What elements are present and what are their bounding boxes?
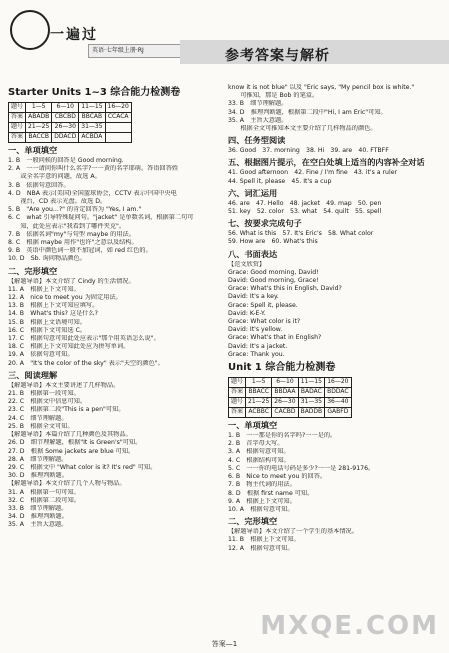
answer-line: 17. C 根据句意可知此处应表示"那个用英语怎么说"。 xyxy=(8,335,160,343)
answer-line: 10. A 根据句意可知。 xyxy=(228,505,294,513)
table-cell: 题号 xyxy=(9,123,26,133)
table-cell: BBCAB xyxy=(79,113,105,123)
table-cell xyxy=(105,123,131,133)
answer-line: 【解题导语】本篇介绍了几种颜色及其物品。 xyxy=(8,431,132,439)
answer-line: Grace: What's that in English? xyxy=(228,334,322,342)
table-row xyxy=(229,388,352,398)
answer-line: Grace: Thank you. xyxy=(228,350,285,358)
table-cell: 31—35 xyxy=(79,123,105,133)
answer-line: David: It's a key. xyxy=(228,293,279,301)
answer-line: David: It's yellow. xyxy=(228,326,283,334)
section-heading: 六、词汇运用 xyxy=(228,187,278,198)
answer-line: 32. C 根据第二段可知。 xyxy=(8,496,80,504)
table-cell: 26—30 xyxy=(52,123,79,133)
answer-line: 59. How are 60. What's this xyxy=(228,238,318,246)
section-heading: 三、阅读理解 xyxy=(8,369,58,380)
answer-line: 12. A nice to meet you 为固定用法。 xyxy=(8,294,122,302)
answer-line: 41. Good afternoon 42. Fine / I'm fine 43. it's a ruler xyxy=(228,169,398,177)
answer-line: 22. C 根据文中信息可知。 xyxy=(8,398,87,406)
table-cell: ABADB xyxy=(26,113,52,123)
section-heading: 七、按要求完成句子 xyxy=(228,218,302,229)
answer-line: 9. A 根据上下文可知。 xyxy=(228,497,296,505)
answer-line: 36. Good 37. morning 38. Hi 39. are 40. FTBFF xyxy=(228,147,389,155)
answer-line: 【解题导语】本文介绍了几个人物与物品。 xyxy=(8,480,126,488)
table-row xyxy=(9,103,132,113)
table-row xyxy=(229,398,352,408)
answer-line: 28. A 细节理解题。 xyxy=(8,455,68,463)
answer-line: 4. C 根据结构可知。 xyxy=(228,456,290,464)
answer-line: 12. A 根据句意可知。 xyxy=(228,544,294,552)
answer-line: 20. A "It's the color of the sky" 表示"天空的颜色"。 xyxy=(8,359,164,367)
answer-line: 29. C 根据文中 "What color is it? It's red" 可知。 xyxy=(8,463,157,471)
table-cell: 36—40 xyxy=(325,398,351,408)
table-cell: 21—25 xyxy=(246,398,272,408)
answer-line: 46. are 47. Hello 48. jacket 49. map 50. pen xyxy=(228,199,382,207)
answer-line: Grace: Spell it, please. xyxy=(228,301,298,309)
answer-line: 【解题导语】本文介绍了一个学生的基本情况。 xyxy=(228,528,358,536)
answer-line: 26. D 细节理解题，根据"It is Green's"可知。 xyxy=(8,439,142,447)
table-cell: DDACD xyxy=(52,133,79,143)
answer-line: 10. D Sb. 询问物品颜色。 xyxy=(8,255,86,263)
left-answer-table xyxy=(8,102,132,143)
answer-line: 7. B 物主代词的用法。 xyxy=(228,481,296,489)
answer-line: 6. C what 引导特殊疑问句。"jacket" 是单数名词，根据第二句可 xyxy=(8,214,194,222)
answer-line: 5. C 一一你的电话号码是多少?一一是 281-9176。 xyxy=(228,464,375,472)
answer-line: 30. D 推理判断题。 xyxy=(8,472,68,480)
section-heading: 八、书面表达 xyxy=(228,248,278,259)
answer-line: 56. What is this 57. It's Eric's 58. What color xyxy=(228,230,374,238)
answer-line: know it is not blue" 以及 "Eric says, "My pencil box is white." xyxy=(228,84,415,91)
answer-line: Grace: What's this in English, David? xyxy=(228,285,342,293)
answer-line: 8. D 根据 first name 可知。 xyxy=(228,489,314,497)
answer-line: 11. B 根据上下文可知。 xyxy=(228,536,300,544)
table-cell: BADAC xyxy=(298,388,325,398)
watermark: MXQE.COM xyxy=(260,611,439,641)
answer-line: 35. A 主旨大意题。 xyxy=(8,521,68,529)
answer-line: 4. D NBA 表示(美国)全国篮球协会，CCTV 表示中国中央电 xyxy=(8,189,177,197)
section-heading: 一、单项填空 xyxy=(8,145,58,155)
table-cell: 6—10 xyxy=(52,103,79,113)
table-row xyxy=(229,408,352,418)
right-column xyxy=(228,84,442,635)
answer-line: 25. B 根据全文可知。 xyxy=(8,422,74,430)
balloon-logo-icon xyxy=(10,10,50,50)
answer-line: 44. Spell it, please 45. It's a cup xyxy=(228,177,332,185)
table-cell: 1—5 xyxy=(246,378,272,388)
brand-name: 一遍过 xyxy=(50,27,98,43)
table-cell: 21—25 xyxy=(26,123,52,133)
answer-line: 5. B "Are you...?" 的肯定回答为 "Yes, I am." xyxy=(8,206,142,214)
answer-line: David: K-E-Y. xyxy=(228,309,266,317)
table-cell: 1—5 xyxy=(26,103,52,113)
table-cell: 答案 xyxy=(229,388,246,398)
answer-line: 6. B Nice to meet you 的回答。 xyxy=(228,473,327,481)
answer-line: 51. key 52. color 53. what 54. quilt 55. spell xyxy=(228,208,382,216)
left-unit-title: Starter Units 1~3 综合能力检测卷 xyxy=(8,87,181,98)
answer-line: David: Good morning, Grace! xyxy=(228,277,319,285)
page-title: 参考答案与解析 xyxy=(225,48,330,64)
right-answer-table xyxy=(228,377,352,418)
table-cell: 题号 xyxy=(9,103,26,113)
section-heading: 一、单项填空 xyxy=(228,420,278,431)
answer-line: 7. B 依据名词"my"与句型 maybe 的用法。 xyxy=(8,230,135,238)
table-row xyxy=(229,378,352,388)
answer-line: 35. A 主旨大意题。 xyxy=(228,116,288,124)
answer-line: 16. C 根据下文可知选 C。 xyxy=(8,326,87,334)
right-unit-title: Unit 1 综合能力检测卷 xyxy=(228,362,336,374)
table-cell: CBCBD xyxy=(52,113,79,123)
table-cell: BBACC xyxy=(246,388,272,398)
section-heading: 五、根据图片提示，在空白处填上适当的内容补全对话 xyxy=(228,157,425,168)
table-cell: 答案 xyxy=(229,408,246,418)
table-cell: 16—20 xyxy=(325,378,351,388)
table-cell: 题号 xyxy=(229,378,246,388)
answer-line: 31. A 根据第一句可知。 xyxy=(8,488,80,496)
answer-line: 【解题导语】本文介绍了 Cindy 的生活情况。 xyxy=(8,277,135,285)
table-cell: 26—30 xyxy=(272,398,298,408)
answer-line: 34. D 推理判断题。 xyxy=(8,513,68,521)
answer-line: 2. B 首字母大写。 xyxy=(228,440,284,448)
answer-line: David: It's a jacket. xyxy=(228,342,288,350)
answer-line: 13. B 根据上下文可知应填写。 xyxy=(8,302,99,310)
table-row xyxy=(9,123,132,133)
table-cell: ACBDA xyxy=(79,133,105,143)
table-cell: BACCB xyxy=(26,133,52,143)
answer-line: 21. B 根据第一段可知。 xyxy=(8,390,80,398)
answer-line: 8. C 根据 maybe 用作"也许"之意以及结构。 xyxy=(8,239,138,247)
answer-line: 【范文欣赏】 xyxy=(228,260,266,268)
answer-line: 3. A 根据句意可知。 xyxy=(228,448,290,456)
right-unit-sections xyxy=(228,420,442,553)
section-heading: 四、任务型阅读 xyxy=(228,135,286,146)
answer-line: Grace: Good morning, David! xyxy=(228,268,319,276)
table-cell: BADDB xyxy=(298,408,325,418)
answer-line: 视台，CD 表示光盘。故选 D。 xyxy=(8,198,107,206)
table-cell: CACBD xyxy=(272,408,298,418)
table-cell: BDDAC xyxy=(325,388,351,398)
answer-line: 19. A 依据句意可知。 xyxy=(8,351,74,359)
page-number: 答案—1 xyxy=(211,640,238,648)
answer-line: 23. C 根据第二段"This is a pen"可知。 xyxy=(8,406,125,414)
table-cell: 31—35 xyxy=(298,398,325,408)
table-cell: 16—20 xyxy=(105,103,131,113)
table-row xyxy=(9,113,132,123)
table-cell xyxy=(105,133,131,143)
answer-line: Grace: What color is it? xyxy=(228,318,301,326)
left-column xyxy=(8,84,223,635)
answer-line: 1. B 一一那是你的名字吗?一一是的。 xyxy=(228,432,337,440)
answer-line: 可推知，那是 Bob 的笔盒。 xyxy=(228,92,319,100)
section-heading: 二、完形填空 xyxy=(228,516,278,527)
table-cell: BBDAA xyxy=(272,388,298,398)
page-header xyxy=(0,0,449,80)
answer-line: 9. B 英语中颜色词一般不加冠词，如 red 红色的。 xyxy=(8,247,152,255)
table-cell: 题号 xyxy=(229,398,246,408)
table-cell: 答案 xyxy=(9,133,26,143)
table-cell: GABFD xyxy=(325,408,351,418)
answer-line: 18. C 根据上下文可知此处应为拼写单词。 xyxy=(8,343,130,351)
answer-line: 33. B 细节理解题。 xyxy=(228,100,288,108)
subbrand-label: 英语·七年级上册·RJ xyxy=(88,44,183,58)
answer-line: 3. B 依据句意回答。 xyxy=(8,181,70,189)
table-row xyxy=(9,133,132,143)
section-heading: 二、完形填空 xyxy=(8,265,58,276)
answer-line: 34. D 推理判断题，根据第二段中"Hi, I am Eric"可知。 xyxy=(228,108,387,116)
table-cell: 答案 xyxy=(9,113,26,123)
answer-line: 【解题导语】本文主要讲述了几样物品。 xyxy=(8,381,120,389)
answer-line: 11. A 根据上下文可知。 xyxy=(8,285,80,293)
right-intro xyxy=(228,84,442,133)
table-cell: 11—15 xyxy=(298,378,325,388)
answer-line: 27. D 根据 Some jackets are blue 可知。 xyxy=(8,447,135,455)
answer-line: 1. B 一般问候的回答是 Good morning. xyxy=(8,157,124,164)
answer-line: 或全名字意的问题，故选 A。 xyxy=(8,173,101,181)
answer-line: 2. A 一一请问你叫什么名字?一一黄的名字耶萌。答语回答姓 xyxy=(8,165,179,173)
answer-line: 14. B What's this? 这是什么? xyxy=(8,310,98,318)
table-cell: 11—15 xyxy=(79,103,105,113)
right-sections xyxy=(228,135,442,359)
left-sections xyxy=(8,145,223,530)
answer-line: 24. C 细节理解题。 xyxy=(8,414,68,422)
table-cell: 6—10 xyxy=(272,378,298,388)
answer-line: 知，此处应表示"我看到了哪件夹克"。 xyxy=(8,222,126,230)
table-cell: CCACA xyxy=(105,113,131,123)
table-cell: ACBBC xyxy=(246,408,272,418)
answer-line: 根据全文可推知本文主要介绍了几样物品的颜色。 xyxy=(228,125,377,133)
answer-line: 15. B 根据上文语境可知。 xyxy=(8,318,86,326)
answer-line: 33. B 细节理解题。 xyxy=(8,504,68,512)
